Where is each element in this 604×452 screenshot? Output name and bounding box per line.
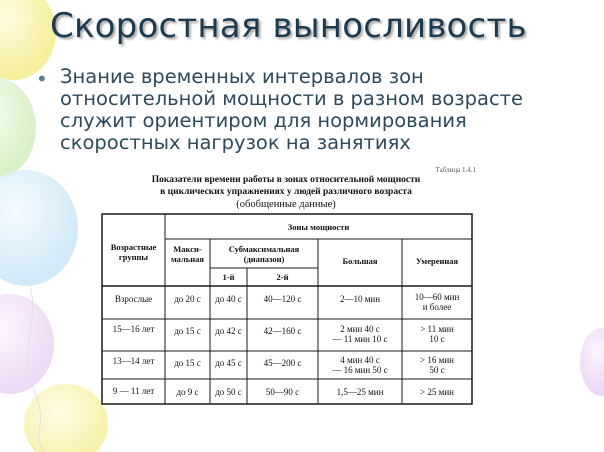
table-row-age: 13—14 лет (112, 356, 155, 366)
table-number: Таблица 1.4.1 (435, 166, 476, 174)
balloon-blue-left (0, 170, 78, 286)
table-cell-sub1: до 45 с (215, 358, 242, 368)
table-cell-large: 4 мин 40 с — 16 мин 50 с (332, 355, 388, 375)
header-sub2: 2-й (276, 272, 289, 282)
bullet-text (60, 66, 576, 154)
table-caption-subtitle: (обобщенные данные) (236, 199, 336, 210)
header-age-groups: Возрастные группы (110, 242, 157, 262)
table-cell-max: до 15 с (174, 326, 201, 336)
table-cell-moderate: 10—60 мин и более (414, 292, 460, 312)
balloon-purple-right (580, 328, 604, 396)
header-large: Большая (342, 256, 378, 266)
table-cell-sub1: до 40 с (215, 294, 242, 304)
bullet-line: Знание временных интервалов зон (60, 65, 424, 88)
table-cell-large: 2—10 мин (339, 294, 381, 304)
bullet-dot-icon: • (36, 67, 48, 91)
table-cell-moderate: > 11 мин 10 с (420, 324, 454, 344)
table-cell-sub2: 45—200 с (263, 358, 302, 368)
balloon-yellow-bottom (24, 384, 108, 452)
table-cell-sub2: 42—160 с (263, 326, 302, 336)
table-cell-moderate: > 16 мин 50 с (420, 355, 454, 375)
scanned-table-image (100, 164, 480, 410)
table-cell-sub2: 40—120 с (263, 294, 302, 304)
header-moderate: Умеренная (415, 256, 459, 266)
slide-title: Скоростная выносливость (50, 6, 527, 46)
table-cell-moderate: > 25 мин (420, 387, 454, 397)
table-row-age: 9 — 11 лет (112, 386, 155, 396)
header-zones: Зоны мощности (287, 222, 350, 232)
table-cell-max: до 15 с (174, 358, 201, 368)
table-caption-line: в циклических упражнениях у людей различного возраста (160, 187, 412, 197)
table-cell-sub1: до 42 с (215, 326, 242, 336)
header-submax: Субмаксимальная (диапазон) (228, 244, 300, 264)
header-max: Макси- мальная (170, 244, 205, 264)
bullet-line: относительной мощности в разном возрасте (60, 87, 524, 110)
table-row-age: Взрослые (114, 294, 153, 304)
table-cell-sub1: до 50 с (215, 387, 242, 397)
table-cell-max: до 20 с (174, 294, 201, 304)
header-sub1: 1-й (222, 272, 235, 282)
bullet-line: скоростных нагрузок на занятиях (60, 131, 411, 154)
table-row-age: 15—16 лет (112, 324, 155, 334)
balloon-green-left (0, 78, 36, 178)
bullet-item (36, 66, 576, 154)
table-cell-large: 1,5—25 мин (336, 387, 384, 397)
table-cell-large: 2 мин 40 с — 11 мин 10 с (332, 324, 388, 344)
bullet-line: служит ориентиром для нормирования (60, 109, 467, 132)
table-cell-max: до 9 с (176, 387, 199, 397)
table-caption-line: Показатели времени работы в зонах относительной мощности (151, 175, 421, 185)
balloon-purple-left (0, 294, 54, 394)
table-cell-sub2: 50—90 с (265, 387, 300, 397)
